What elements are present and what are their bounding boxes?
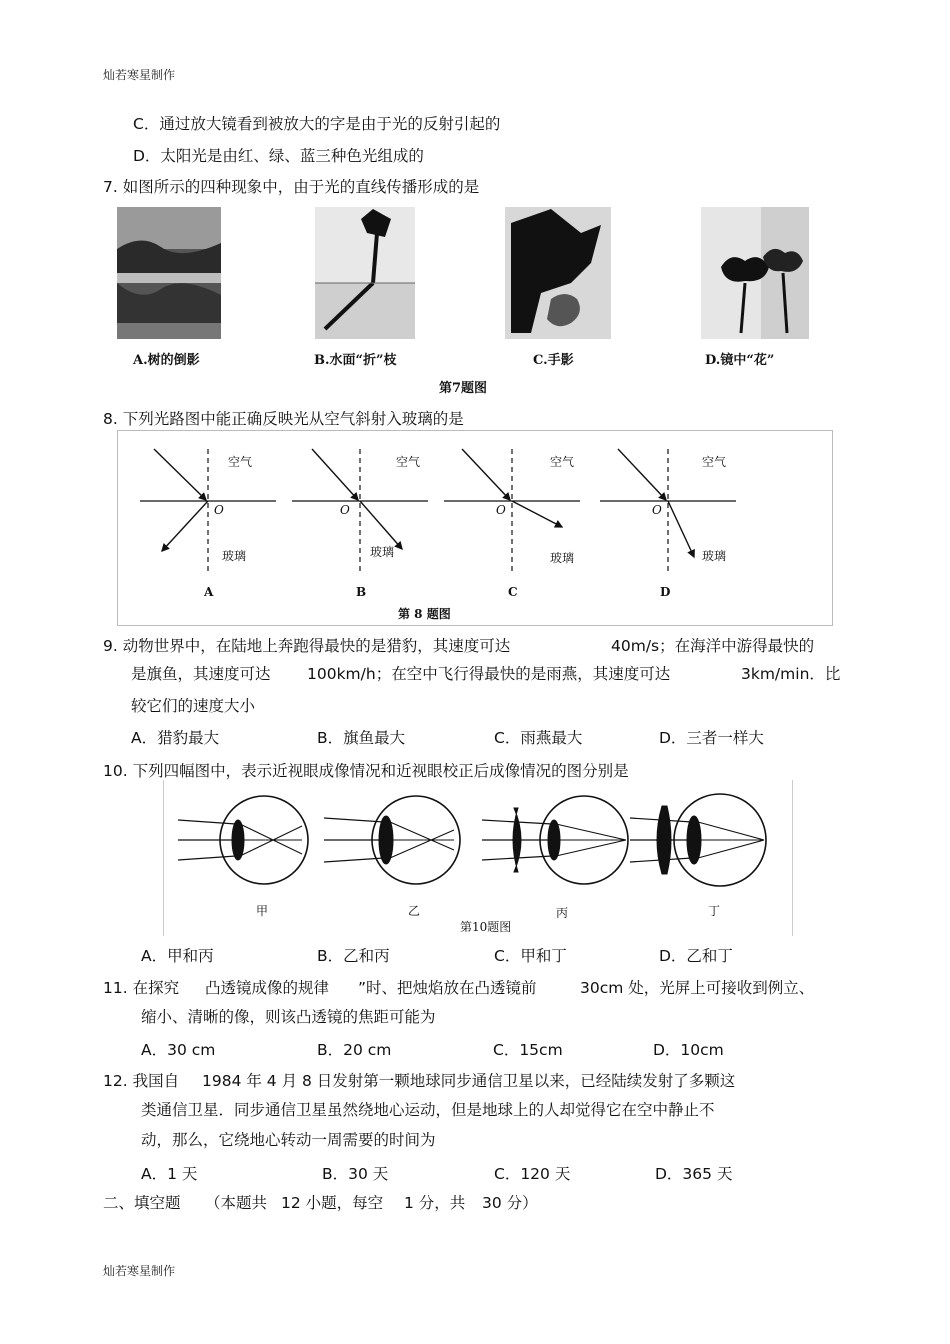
q11-option-c: C．15cm [493,1041,563,1059]
q8-diagram-a [140,449,276,571]
q10-option-a: A．甲和丙 [141,947,214,965]
q9-line1b: 40m/s；在海洋中游得最快的 [611,637,815,655]
q8-d-glass-label: 玻璃 [702,549,727,563]
q7-photo-c [505,207,611,339]
q9-line2c: 3km/min．比 [741,665,841,683]
q8-figure-title: 第 8 题图 [398,607,451,621]
q11-line1c: ”时、把烛焰放在凸透镜前 [358,979,537,997]
section2-note-c: 12 小题，每空 [281,1194,384,1212]
q8-label-b: B [356,585,367,599]
q8-d-origin-label: O [652,503,662,517]
footer-watermark: 灿若寒星制作 [103,1264,176,1278]
section2-note-d: 1 分，共 [404,1194,466,1212]
q7-photo-a [117,207,221,339]
q8-c-glass-label: 玻璃 [550,551,575,565]
q12-line1a: 12. 我国自 [103,1072,180,1090]
q12-option-c: C．120 天 [494,1165,571,1183]
q10-eye-yi [324,796,460,884]
q8-label-a: A [204,585,214,599]
q9-line2b: 100km/h；在空中飞行得最快的是雨燕，其速度可达 [307,665,671,683]
q10-label-ding: 丁 [708,904,721,918]
q7-caption-c: C.手影 [533,353,574,368]
q10-label-jia: 甲 [256,904,269,918]
header-watermark: 灿若寒星制作 [103,68,176,82]
q8-figure [117,430,833,626]
q12-option-a: A．1 天 [141,1165,198,1183]
q8-d-air-label: 空气 [702,455,727,469]
q11-option-d: D．10cm [653,1041,724,1059]
q9-option-a: A．猎豹最大 [131,729,220,747]
q9-line1a: 9. 动物世界中，在陆地上奔跑得最快的是猎豹，其速度可达 [103,637,511,655]
q7-caption-d: D.镜中“花” [705,353,775,368]
q10-eye-jia [178,796,308,884]
q8-b-origin-label: O [340,503,350,517]
q11-option-b: B．20 cm [317,1041,392,1059]
q10-label-bing: 丙 [556,906,569,920]
q12-line2: 类通信卫星．同步通信卫星虽然绕地心运动，但是地球上的人却觉得它在空中静止不 [141,1101,715,1119]
q11-line1a: 11. 在探究 [103,979,180,997]
section2-title: 二、填空题 [103,1194,181,1212]
q7-stem: 7. 如图所示的四种现象中，由于光的直线传播形成的是 [103,178,480,196]
q11-line1b: 凸透镜成像的规律 [205,979,330,997]
q7-photo-b [315,207,415,339]
q10-label-yi: 乙 [408,904,421,918]
q8-c-air-label: 空气 [550,455,575,469]
q12-line1b: 1984 年 4 月 8 日发射第一颗地球同步通信卫星以来，已经陆续发射了多颗这 [202,1072,736,1090]
q9-option-b: B．旗鱼最大 [317,729,406,747]
q12-line3: 动，那么，它绕地心转动一周需要的时间为 [141,1131,436,1149]
q10-eye-ding [630,794,766,886]
q10-figure [163,780,793,936]
q9-option-d: D．三者一样大 [659,729,764,747]
q8-label-c: C [508,585,518,599]
q9-option-c: C．雨燕最大 [494,729,583,747]
q8-b-glass-label: 玻璃 [370,545,395,559]
q6-option-c: C．通过放大镜看到被放大的字是由于光的反射引起的 [133,115,501,133]
section2-note-e: 30 分） [482,1194,538,1212]
q8-stem: 8. 下列光路图中能正确反映光从空气斜射入玻璃的是 [103,410,464,428]
q10-eye-bing [482,796,628,884]
q11-line1d: 30cm 处，光屏上可接收到例立、 [580,979,815,997]
q10-figure-title: 第10题图 [460,920,512,934]
q11-option-a: A．30 cm [141,1041,216,1059]
q12-option-b: B．30 天 [322,1165,389,1183]
q11-line2: 缩小、清晰的像，则该凸透镜的焦距可能为 [141,1008,436,1026]
q8-b-air-label: 空气 [396,455,421,469]
q8-a-glass-label: 玻璃 [222,549,247,563]
q8-c-origin-label: O [496,503,506,517]
q10-option-c: C．甲和丁 [494,947,567,965]
q7-figure [111,203,845,397]
q7-figure-title: 第7题图 [439,381,488,396]
q7-caption-b: B.水面“折”枝 [314,353,397,368]
q9-line3: 较它们的速度大小 [131,697,256,715]
q10-stem: 10. 下列四幅图中，表示近视眼成像情况和近视眼校正后成像情况的图分别是 [103,762,629,780]
q7-caption-a: A.树的倒影 [133,353,200,368]
q10-option-d: D．乙和丁 [659,947,733,965]
q9-line2a: 是旗鱼，其速度可达 [131,665,271,683]
q7-photo-d [701,207,809,339]
q12-option-d: D．365 天 [655,1165,733,1183]
q8-label-d: D [660,585,671,599]
q6-option-d: D．太阳光是由红、绿、蓝三种色光组成的 [133,147,424,165]
q8-a-air-label: 空气 [228,455,253,469]
q10-option-b: B．乙和丙 [317,947,390,965]
section2-note-b: （本题共 [205,1194,268,1212]
q8-a-origin-label: O [214,503,224,517]
